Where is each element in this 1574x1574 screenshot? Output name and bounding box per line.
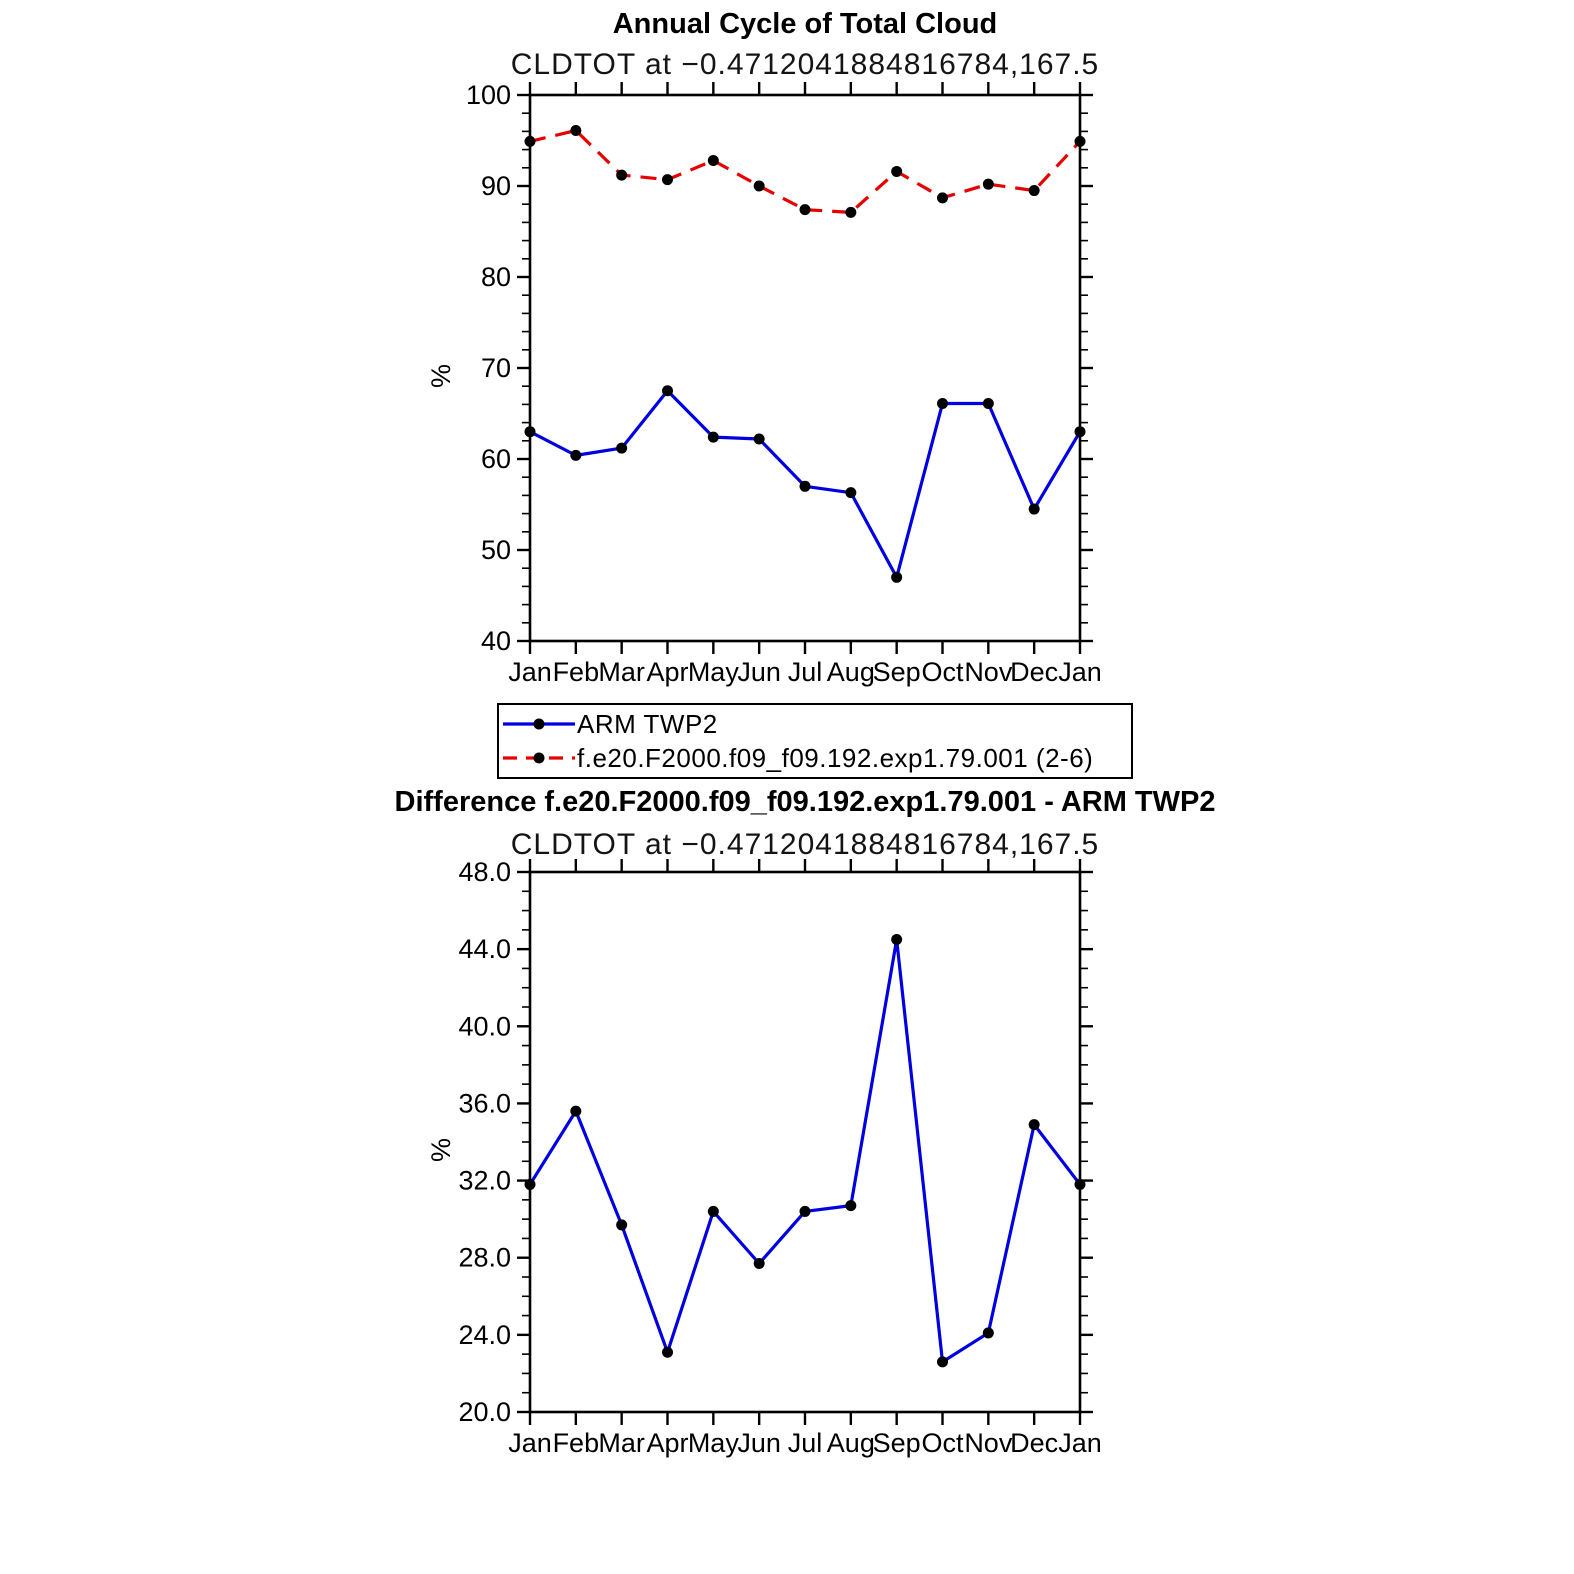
x-tick-label: Jul [787,1428,823,1458]
chart1-title: Annual Cycle of Total Cloud [612,8,998,40]
chart2-title: Difference f.e20.F2000.f09_f09.192.exp1.79.001 - ARM TWP2 [394,786,1216,818]
data-point-marker [983,1327,994,1338]
x-tick-label: Apr [646,1428,689,1458]
data-point-marker [891,934,902,945]
data-point-marker [937,192,948,203]
x-tick-label: Apr [646,657,689,687]
y-tick-label: 36.0 [458,1088,511,1119]
x-tick-label: Nov [964,657,1013,687]
series-line [530,940,1080,1362]
x-tick-label: Jun [737,657,781,687]
legend-marker-obs [534,719,545,730]
data-point-marker [800,1206,811,1217]
x-tick-label: Sep [872,657,921,687]
data-point-marker [570,125,581,136]
data-point-marker [891,166,902,177]
y-tick-label: 28.0 [458,1242,511,1273]
data-point-marker [800,204,811,215]
data-point-marker [616,170,627,181]
data-point-marker [525,1179,536,1190]
x-tick-label: Jan [508,657,552,687]
data-point-marker [662,1347,673,1358]
x-tick-label: Dec [1010,657,1059,687]
y-axis-label: % [426,363,456,389]
chart2-subtitle: CLDTOT at −0.4712041884816784,167.5 [510,828,1100,861]
x-tick-label: Jun [737,1428,781,1458]
data-point-marker [845,1200,856,1211]
x-tick-label: Sep [872,1428,921,1458]
data-point-marker [1075,1179,1086,1190]
data-point-marker [800,481,811,492]
legend-line-sample-obs [501,709,577,739]
data-point-marker [1075,136,1086,147]
data-point-marker [983,398,994,409]
data-point-marker [525,136,536,147]
data-point-marker [1029,185,1040,196]
data-point-marker [845,487,856,498]
data-point-marker [525,426,536,437]
y-axis-label: % [426,1137,456,1163]
legend-item-model [501,741,1131,775]
y-tick-label: 32.0 [458,1165,511,1196]
data-point-marker [662,174,673,185]
x-tick-label: Jan [508,1428,552,1458]
x-tick-label: Jan [1058,1428,1102,1458]
legend-marker-model [534,753,545,764]
data-point-marker [754,433,765,444]
legend-label-model: f.e20.F2000.f09_f09.192.exp1.79.001 (2-6) [577,742,1094,773]
data-point-marker [983,179,994,190]
data-point-marker [570,1106,581,1117]
data-point-marker [754,1258,765,1269]
data-point-marker [1075,426,1086,437]
x-tick-label: Feb [552,1428,600,1458]
legend-label-obs: ARM TWP2 [577,708,718,739]
data-point-marker [1029,1119,1040,1130]
x-tick-label: Aug [826,1428,875,1458]
legend [497,703,1133,779]
y-tick-label: 48.0 [458,857,511,887]
plot-frame [530,95,1080,641]
y-tick-label: 24.0 [458,1319,511,1350]
y-tick-label: 80 [480,262,511,292]
x-tick-label: Jul [787,657,823,687]
x-tick-label: Mar [598,657,645,687]
data-point-marker [662,385,673,396]
x-tick-label: Mar [598,1428,645,1458]
data-point-marker [616,1219,627,1230]
y-tick-label: 40.0 [458,1011,511,1042]
x-tick-label: May [687,657,739,687]
data-point-marker [708,1206,719,1217]
x-tick-label: Dec [1010,1428,1059,1458]
x-tick-label: Jan [1058,657,1102,687]
y-tick-label: 40 [480,626,511,656]
data-point-marker [616,443,627,454]
data-point-marker [570,450,581,461]
x-tick-label: Nov [964,1428,1013,1458]
data-point-marker [708,155,719,166]
y-tick-label: 100 [465,80,511,110]
x-tick-label: Oct [921,657,964,687]
data-point-marker [891,572,902,583]
data-point-marker [937,1356,948,1367]
data-point-marker [1029,504,1040,515]
chart1-subtitle: CLDTOT at −0.4712041884816784,167.5 [510,48,1100,81]
y-tick-label: 60 [480,444,511,474]
x-tick-label: Oct [921,1428,964,1458]
x-tick-label: Feb [552,657,600,687]
y-tick-label: 20.0 [458,1397,511,1427]
y-tick-label: 90 [480,171,511,201]
legend-item-obs [501,707,1131,741]
x-tick-label: Aug [826,657,875,687]
y-tick-label: 70 [480,353,511,383]
data-point-marker [754,181,765,192]
series-line [530,130,1080,212]
data-point-marker [708,432,719,443]
data-point-marker [937,398,948,409]
x-tick-label: May [687,1428,739,1458]
data-point-marker [845,207,856,218]
plot-frame [530,872,1080,1412]
y-tick-label: 50 [480,535,511,565]
y-tick-label: 44.0 [458,934,511,965]
legend-line-sample-model [501,743,577,773]
